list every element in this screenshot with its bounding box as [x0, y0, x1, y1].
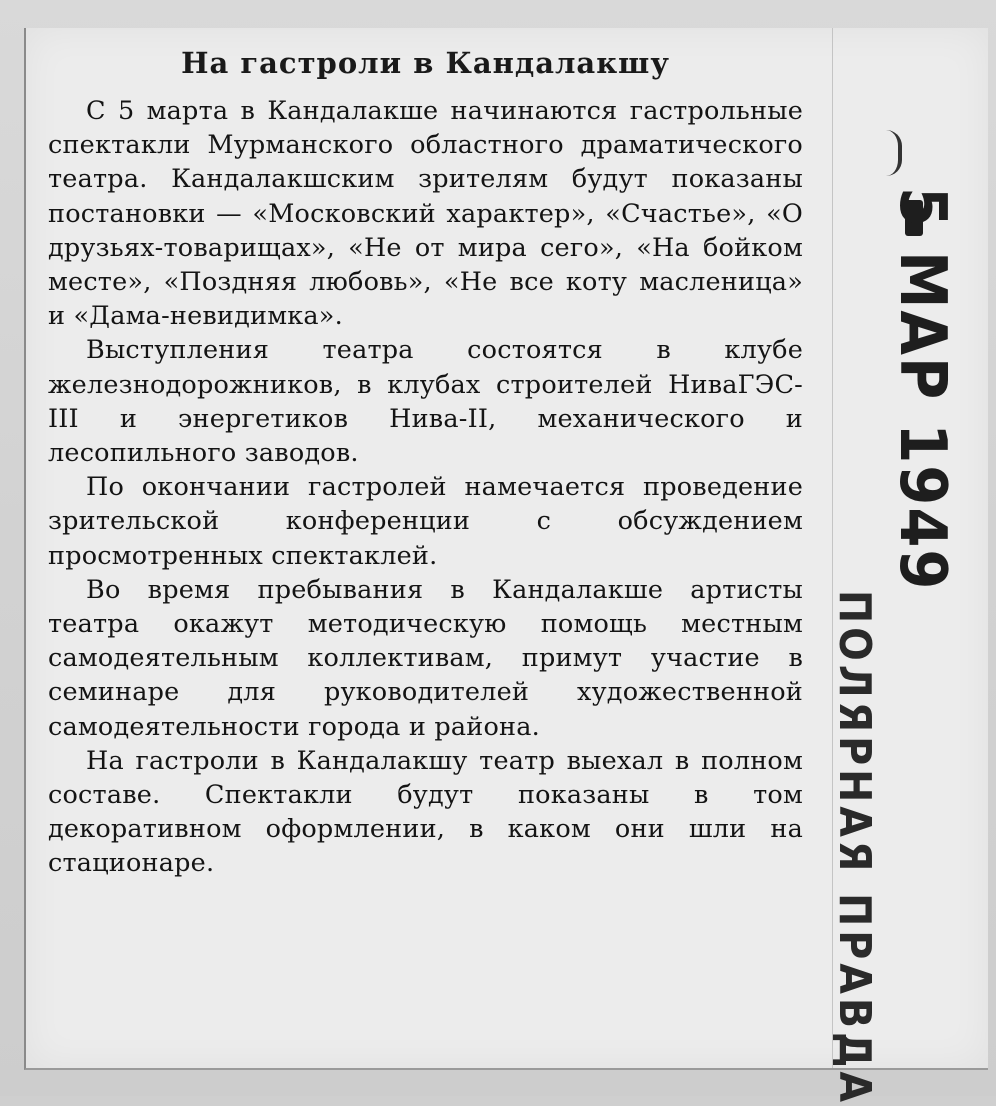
article-paragraph-4: Во время пребывания в Кандалакше артисты театра окажут методическую помощь местным самодеятельным коллективам, примут участие в семинаре для руководителей художественной самодеятельности города и района.: [48, 574, 803, 742]
newspaper-name-stamp: [820, 590, 880, 1106]
article-paragraph-3: По окончании гастролей намечается проведение зрительской конференции с обсуждением просмотренных спектаклей.: [48, 472, 803, 571]
article-paragraph-2: Выступления театра состоятся в клубе железнодорожников, в клубах строителей НиваГЭС-III и энергетиков Нива-II, механического и лесопильного заводов.: [48, 335, 803, 469]
article-paragraph-5: На гастроли в Кандалакшу театр выехал в полном составе. Спектакли будут показаны в том декоративном оформлении, в каком они шли на стационаре.: [48, 745, 803, 879]
date-stamp: [882, 160, 962, 592]
date-stamp-text: 5 МАР 1949: [885, 187, 959, 592]
article-headline: На гастроли в Кандалакшу: [181, 46, 670, 80]
newspaper-name-text: ПОЛЯРНАЯ ПРАВДА: [829, 590, 880, 1106]
article-paragraph-1: С 5 марта в Кандалакше начинаются гастрольные спектакли Мурманского областного драматического театра. Кандалакшским зрителям будут показаны постановки — «Московский характер», «Счастье», «О друзьях-товарищах», «Не от мира сего», «На бойком месте», «Поздняя любовь», «Не все коту масленица» и «Дама-невидимка».: [48, 96, 803, 332]
article: [48, 46, 803, 881]
